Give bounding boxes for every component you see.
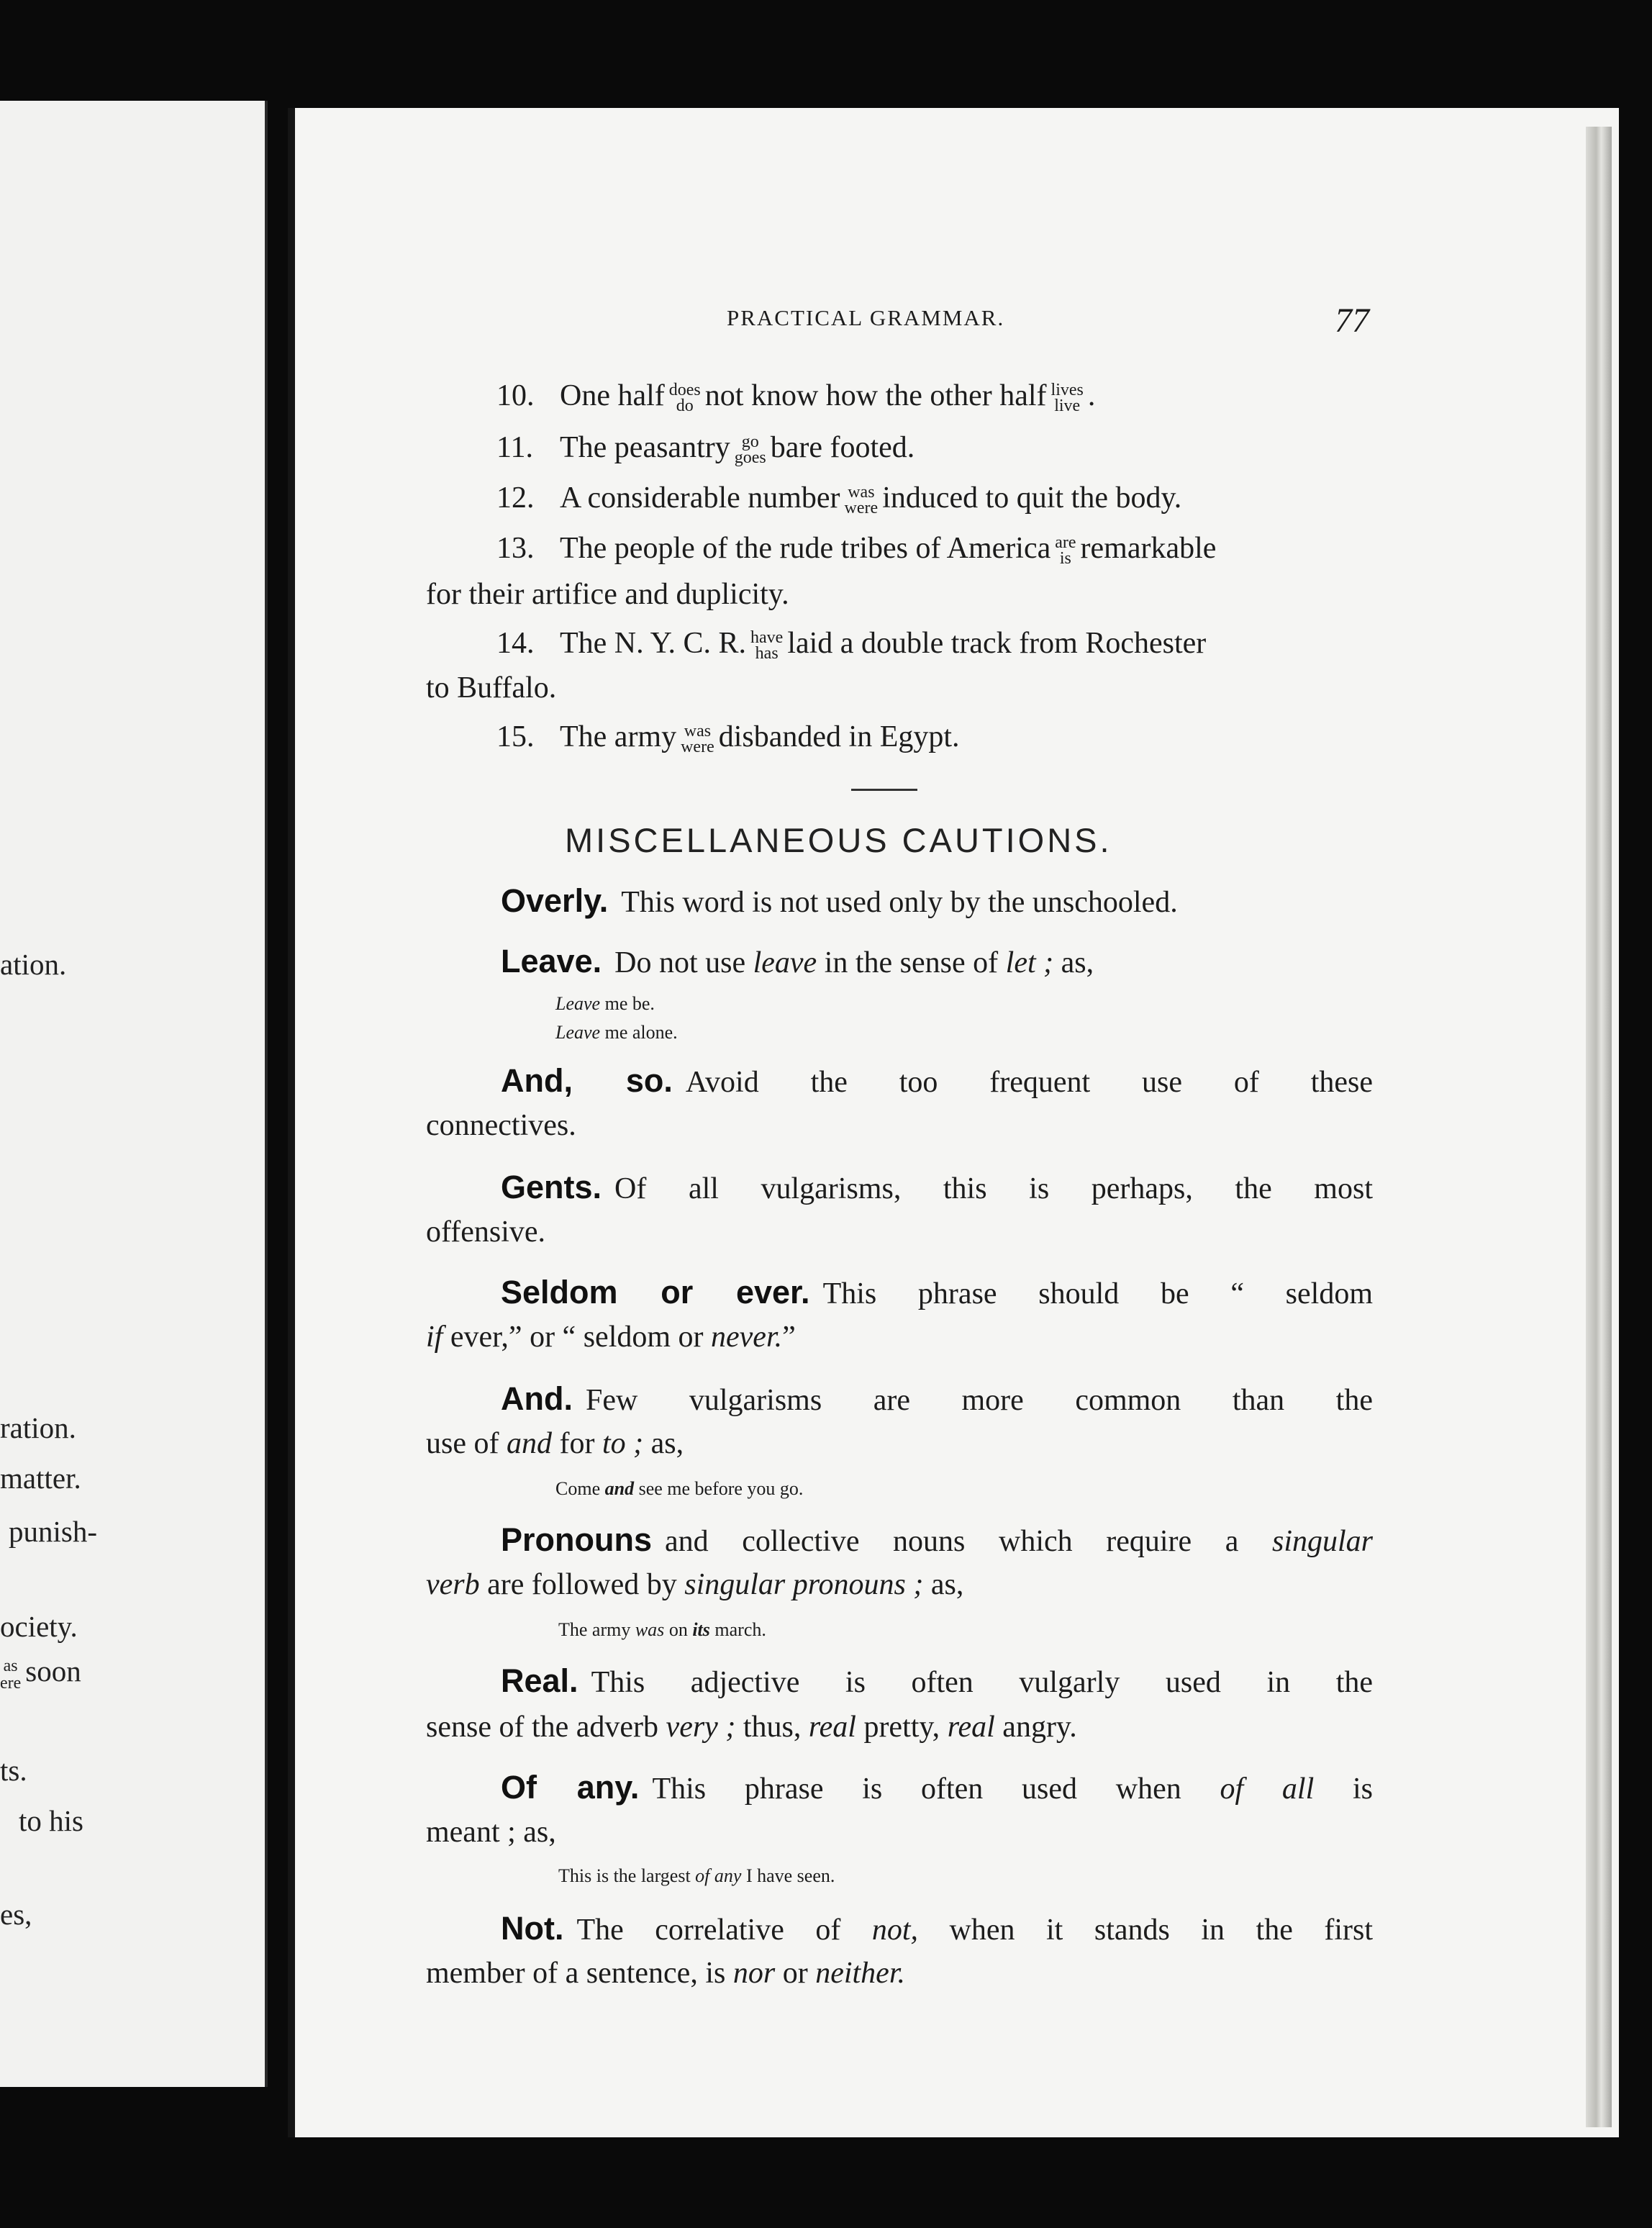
caution-gents-continuation: offensive.: [426, 1215, 546, 1249]
page-edge: [1586, 127, 1612, 2127]
caution-and-so-continuation: connectives.: [426, 1109, 576, 1142]
exercise-13: 13. The people of the rude tribes of America are is remarkable: [496, 532, 1217, 569]
caution-seldom-or-ever: Seldom or ever. This phrase should be “ seldom: [501, 1274, 1373, 1310]
left-fragment: to his: [19, 1804, 83, 1837]
running-head: PRACTICAL GRAMMAR.: [727, 305, 1005, 330]
left-stack: as ere: [0, 1656, 22, 1693]
example-line: Leave me be.: [555, 993, 655, 1014]
caution-not-continuation: member of a sentence, is nor or neither.: [426, 1957, 906, 1990]
caution-overly: Overly. This word is not used only by the unschooled.: [501, 882, 1178, 919]
left-fragment: ociety.: [0, 1610, 78, 1643]
exercise-10: 10. One half does do not know how the other half lives live .: [496, 379, 1096, 416]
caution-of-any-continuation: meant ; as,: [426, 1816, 556, 1849]
caution-real-continuation: sense of the adverb very ; thus, real pretty, real angry.: [426, 1711, 1077, 1744]
exercise-11: 11. The peasantry go goes bare footed.: [496, 431, 915, 468]
example-line: This is the largest of any I have seen.: [558, 1865, 835, 1886]
caution-leave: Leave. Do not use leave in the sense of let ; as,: [501, 943, 1094, 979]
left-fragment: matter.: [0, 1462, 81, 1495]
exercise-14-continuation: to Buffalo.: [426, 671, 557, 705]
choice-stack: was were: [681, 722, 714, 757]
caution-and-continuation: use of and for to ; as,: [426, 1427, 684, 1460]
left-page: [0, 101, 268, 2087]
example-line: Come and see me before you go.: [555, 1478, 804, 1499]
left-fragment: ration.: [0, 1411, 76, 1444]
caution-seldom-continuation: if ever,” or “ seldom or never.”: [426, 1321, 796, 1354]
choice-stack: have has: [750, 628, 784, 664]
caution-pronouns-continuation: verb are followed by singular pronouns ; as,: [426, 1568, 964, 1601]
left-fragment: es,: [0, 1898, 32, 1931]
left-fragment: as ere soon: [0, 1654, 81, 1693]
caution-pronouns: Pronouns and collective nouns which require a singular: [501, 1521, 1374, 1558]
choice-stack: lives live: [1050, 381, 1084, 416]
caution-gents: Gents. Of all vulgarisms, this is perhaps, the most: [501, 1169, 1373, 1205]
exercise-15: 15. The army was were disbanded in Egypt.: [496, 720, 960, 757]
caution-and-so: And, so. Avoid the too frequent use of these: [501, 1062, 1373, 1099]
exercise-12: 12. A considerable number was were induced to quit the body.: [496, 481, 1182, 518]
choice-stack: are is: [1055, 533, 1076, 569]
section-divider: [851, 789, 917, 791]
left-fragment: punish-: [9, 1515, 97, 1548]
caution-not: Not. The correlative of not, when it stands in the first: [501, 1910, 1374, 1947]
left-fragment: ts.: [0, 1754, 27, 1787]
caution-and: And. Few vulgarisms are more common than the: [501, 1380, 1373, 1417]
example-line: Leave me alone.: [555, 1022, 678, 1043]
choice-stack: go goes: [734, 433, 766, 468]
exercise-14: 14. The N. Y. C. R. have has laid a double track from Rochester: [496, 627, 1207, 664]
left-fragment: ation.: [0, 948, 67, 981]
page-number: 77: [1335, 302, 1369, 340]
example-line: The army was on its march.: [558, 1619, 766, 1640]
caution-of-any: Of any. This phrase is often used when of all is: [501, 1769, 1374, 1806]
choice-stack: does do: [668, 381, 701, 416]
choice-stack: was were: [844, 483, 879, 518]
exercise-13-continuation: for their artifice and duplicity.: [426, 578, 789, 611]
section-heading: MISCELLANEOUS CAUTIONS.: [565, 821, 1112, 859]
caution-real: Real. This adjective is often vulgarly used in the: [501, 1662, 1373, 1699]
